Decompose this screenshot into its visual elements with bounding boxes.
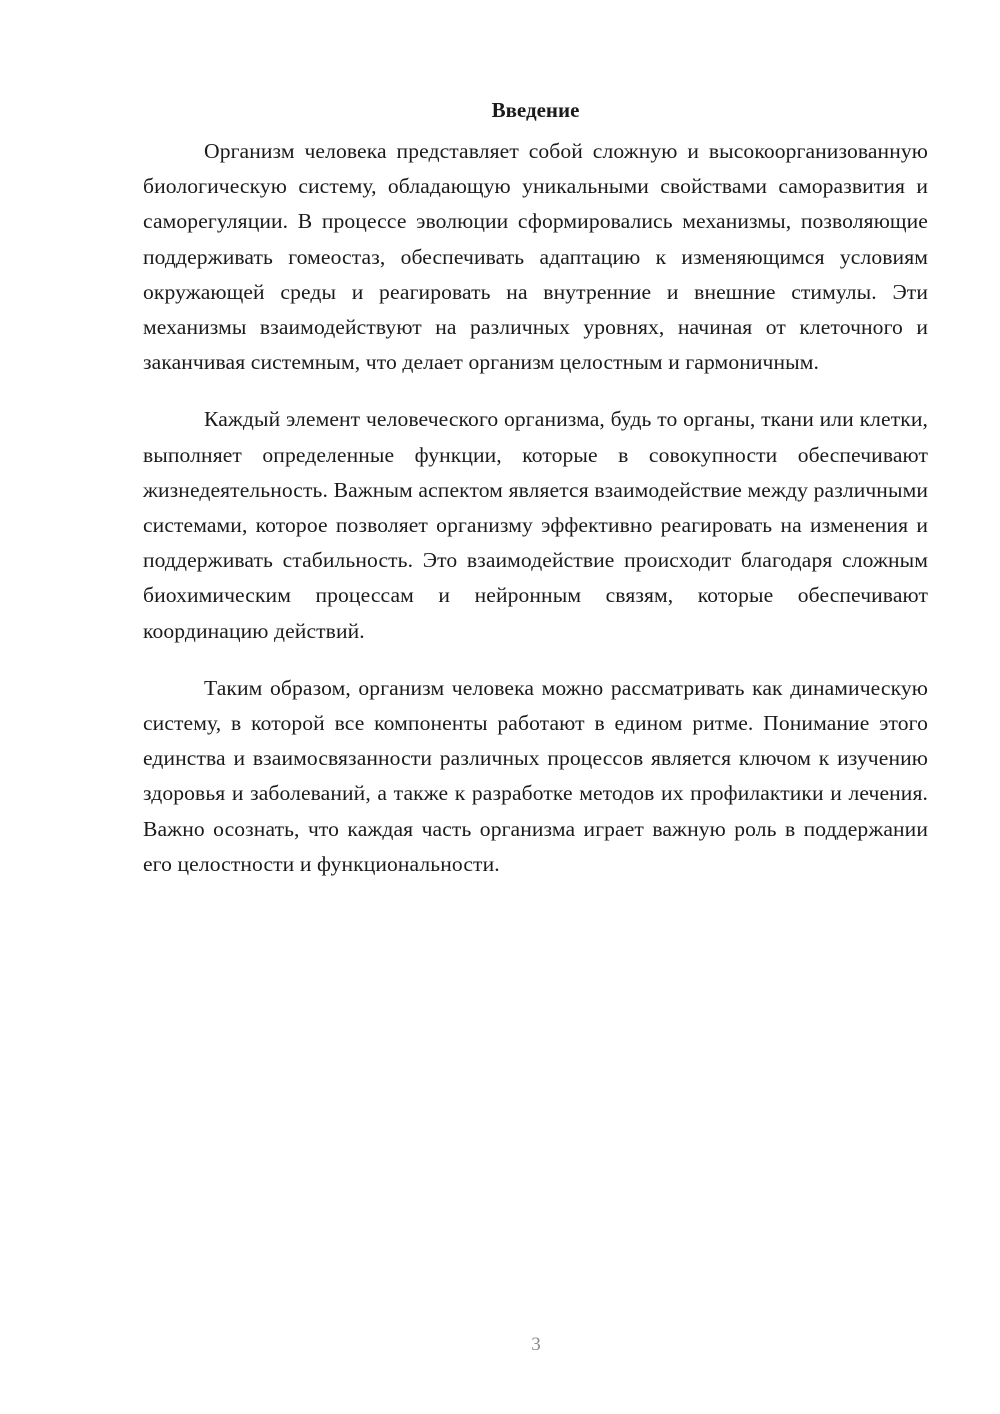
paragraph-1: Организм человека представляет собой сложную и высокоорганизованную биологическую систему, обладающую уникальными свойствами саморазвития и саморегуляции. В процессе эволюции сформировались механизмы, позволяющие поддерживать гомеостаз, обеспечивать адаптацию к изменяющимся условиям окружающей среды и реагировать на внутренние и внешние стимулы. Эти механизмы взаимодействуют на различных уровнях, начиная от клеточного и заканчивая системным, что делает организм целостным и гармоничным. <box>143 139 928 375</box>
section-title: Введение <box>491 98 580 122</box>
paragraph-2: Каждый элемент человеческого организма, будь то органы, ткани или клетки, выполняет определенные функции, которые в совокупности обеспечивают жизнедеятельность. Важным аспектом является взаимодействие между различными системами, которое позволяет организму эффективно реагировать на изменения и поддерживать стабильность. Это взаимодействие происходит благодаря сложным биохимическим процессам и нейронным связям, которые обеспечивают координацию действий. <box>143 407 928 643</box>
page-number: 3 <box>531 1334 541 1355</box>
paragraph-3: Таким образом, организм человека можно рассматривать как динамическую систему, в которой все компоненты работают в едином ритме. Понимание этого единства и взаимосвязанности различных процессов является ключом к изучению здоровья и заболеваний, а также к разработке методов их профилактики и лечения. Важно осознать, что каждая часть организма играет важную роль в поддержании его целостности и функциональности. <box>143 675 928 876</box>
page-content <box>143 92 928 882</box>
